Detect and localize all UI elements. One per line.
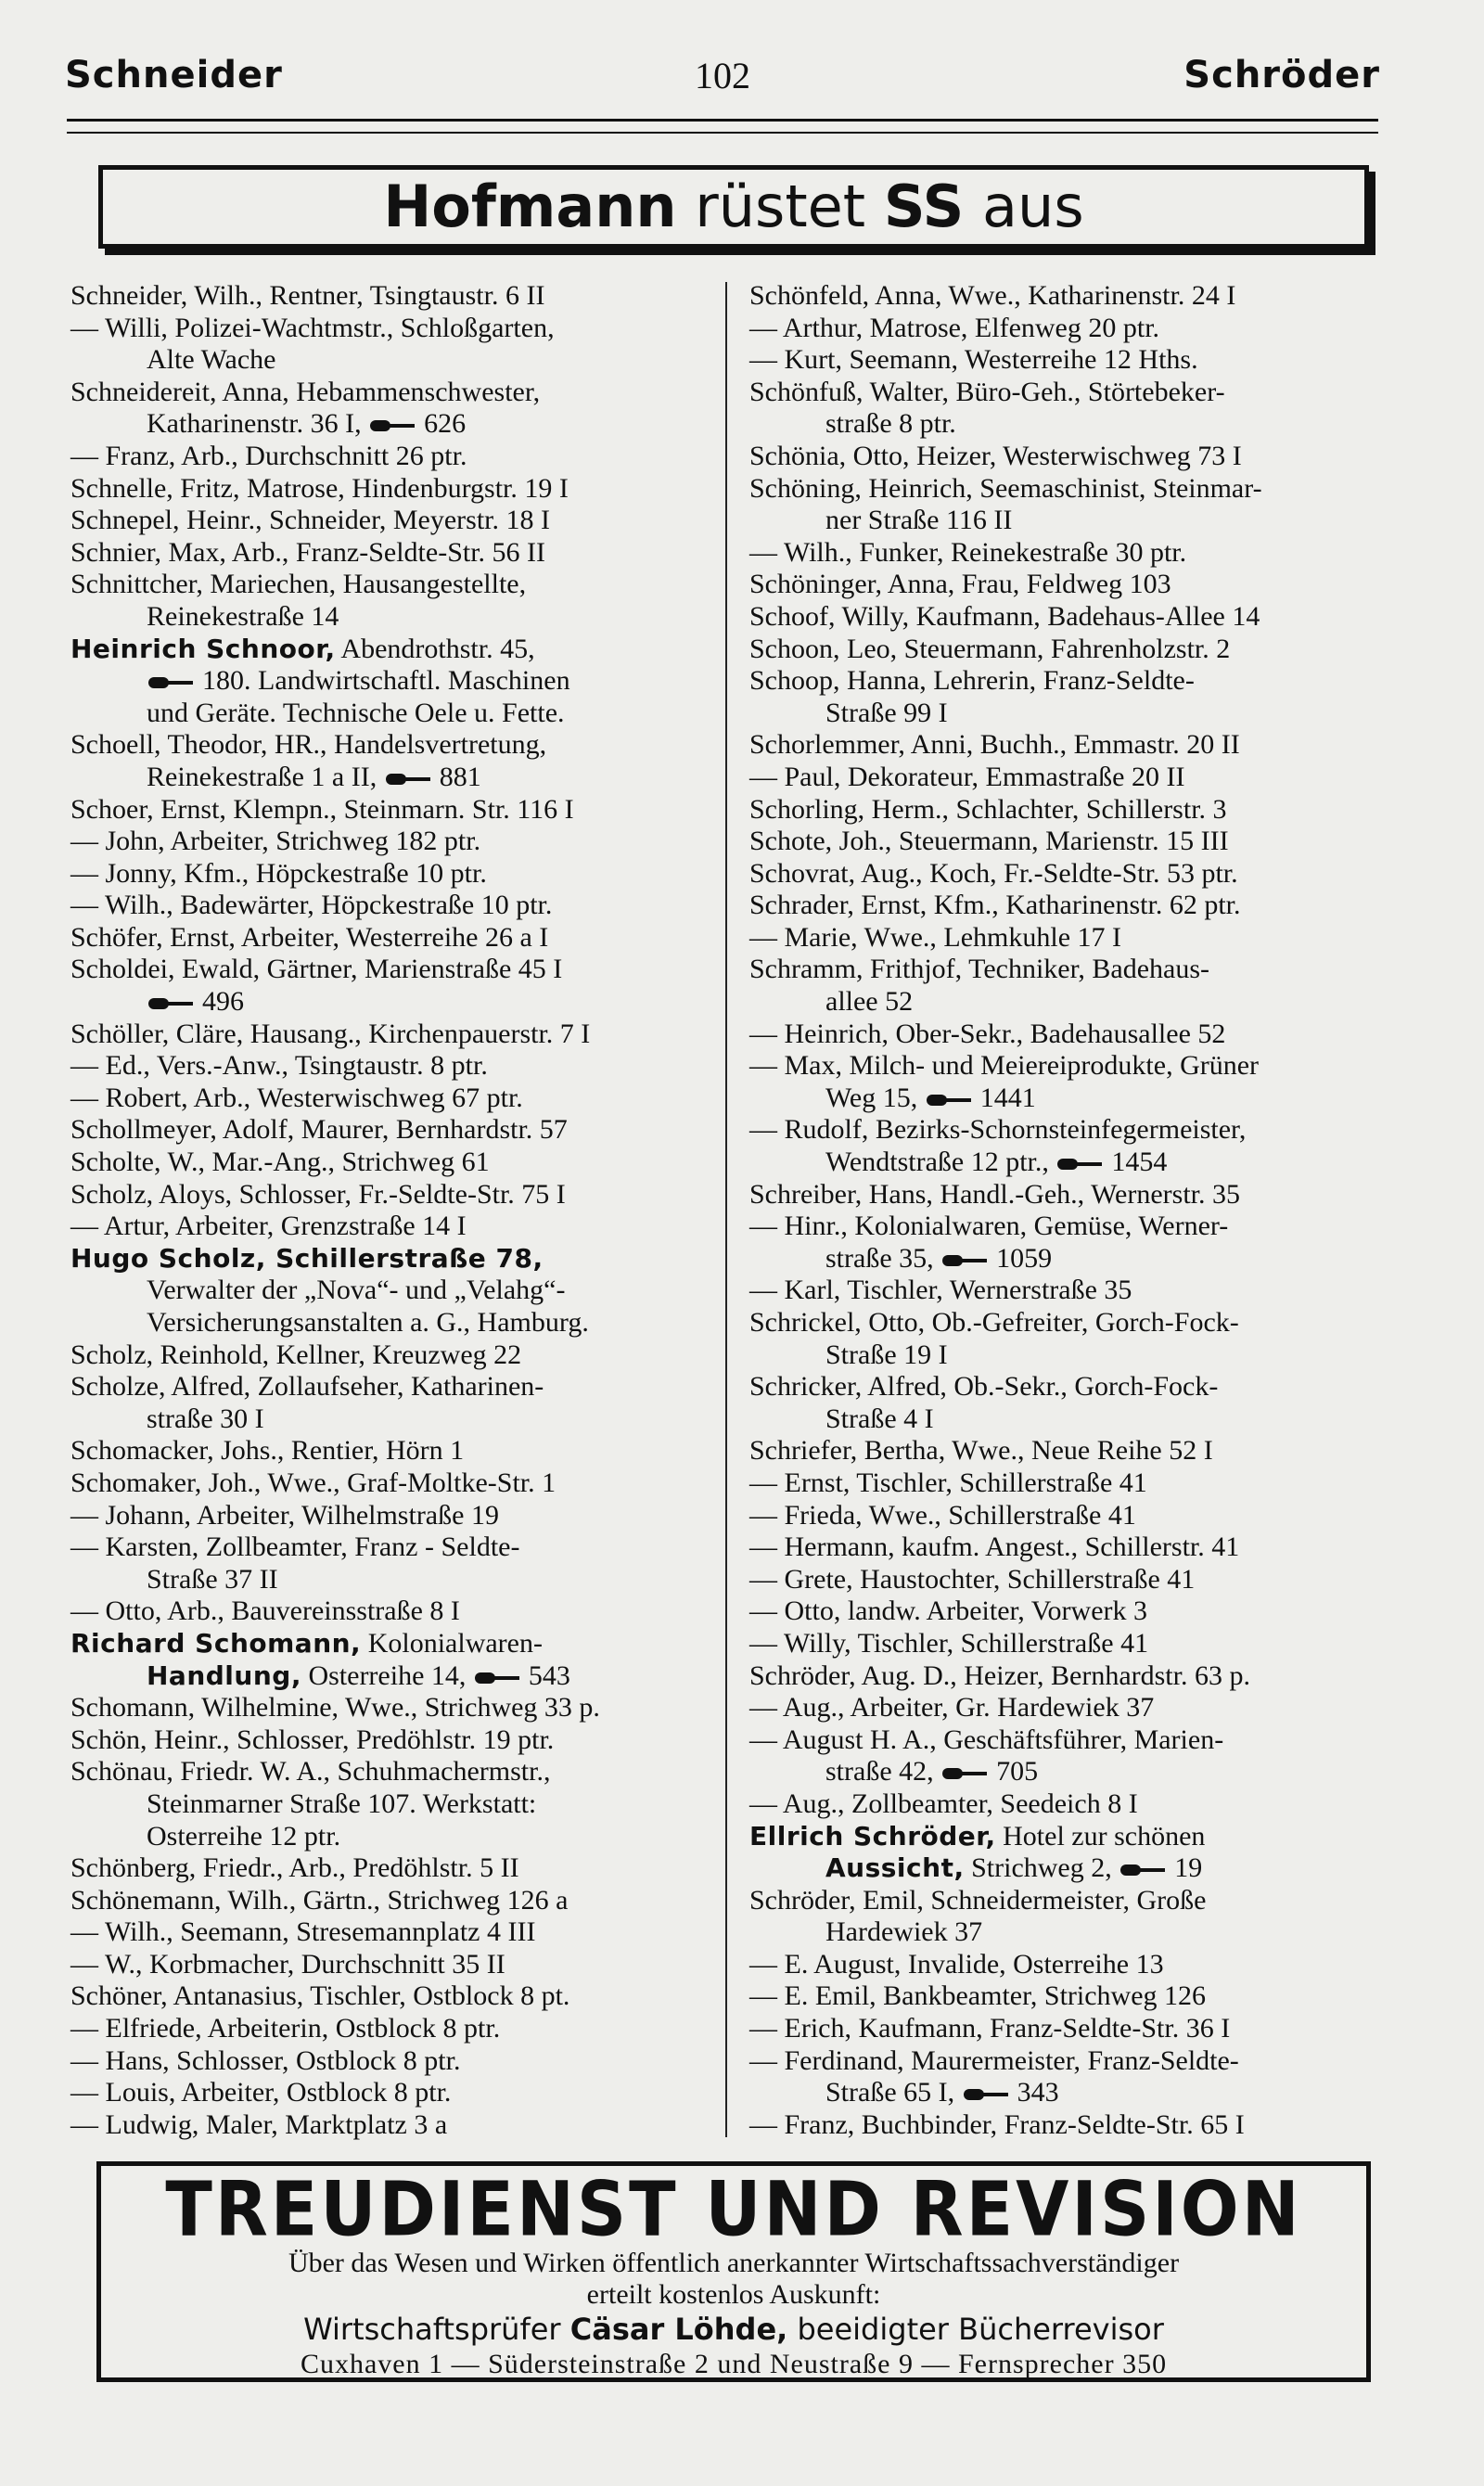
directory-entry bbox=[70, 826, 710, 858]
entry-text: — Louis, Arbeiter, Ostblock 8 ptr. bbox=[70, 2077, 452, 2108]
entry-text: Hotel zur schönen bbox=[995, 1820, 1206, 1852]
entry-text: Schneidereit, Anna, Hebammenschwester, bbox=[70, 376, 541, 407]
entry-text: — Marie, Wwe., Lehmkuhle 17 I bbox=[749, 921, 1122, 953]
entry-text: Schramm, Frithjof, Techniker, Badehaus- bbox=[749, 954, 1210, 985]
entry-text: — Jonny, Kfm., Höpckestraße 10 ptr. bbox=[70, 857, 487, 889]
directory-entry bbox=[749, 794, 1399, 827]
entry-text: Schoon, Leo, Steuermann, Fahrenholzstr. 2 bbox=[749, 633, 1231, 664]
entry-text: Hardewiek 37 bbox=[825, 1916, 983, 1948]
directory-entry bbox=[749, 890, 1399, 922]
entry-text: Schöninger, Anna, Frau, Feldweg 103 bbox=[749, 569, 1171, 600]
telephone-icon bbox=[964, 2087, 1008, 2102]
entry-text: — Max, Milch- und Meiereiprodukte, Grüner bbox=[749, 1050, 1260, 1082]
page-number: 102 bbox=[695, 55, 750, 96]
directory-entry bbox=[749, 762, 1399, 794]
directory-entry bbox=[70, 890, 710, 922]
entry-text: Reinekestraße 1 a II, bbox=[147, 761, 377, 792]
entry-text: — John, Arbeiter, Strichweg 182 ptr. bbox=[70, 826, 481, 857]
entry-text: Schöner, Antanasius, Tischler, Ostblock 8 pt. bbox=[70, 1980, 570, 2012]
directory-entry bbox=[70, 1114, 710, 1147]
directory-entry bbox=[749, 1788, 1399, 1821]
directory-entry bbox=[70, 858, 710, 891]
directory-entry bbox=[749, 280, 1399, 313]
directory-entry bbox=[749, 1467, 1399, 1500]
entry-text: Schröder, Aug. D., Heizer, Bernhardstr. 63 p. bbox=[749, 1659, 1250, 1691]
ad-profession: Wirtschaftsprüfer bbox=[303, 2312, 570, 2347]
phone-number: 543 bbox=[528, 1659, 570, 1691]
entry-text: — Ferdinand, Maurermeister, Franz-Seldte- bbox=[749, 2044, 1239, 2076]
directory-entry bbox=[749, 569, 1399, 601]
directory-entry bbox=[749, 1595, 1399, 1628]
directory-entry bbox=[70, 344, 710, 377]
directory-entry bbox=[70, 505, 710, 537]
entry-text: — Wilh., Badewärter, Höpckestraße 10 ptr. bbox=[70, 890, 553, 921]
directory-entry bbox=[70, 922, 710, 955]
directory-entry bbox=[70, 1211, 710, 1243]
phone-number: 1059 bbox=[996, 1242, 1053, 1274]
telephone-icon bbox=[1057, 1157, 1102, 1172]
directory-entry bbox=[70, 1724, 710, 1757]
entry-text: — Otto, landw. Arbeiter, Vorwerk 3 bbox=[749, 1595, 1148, 1627]
entry-text: straße 30 I bbox=[147, 1403, 264, 1434]
directory-entry bbox=[749, 2077, 1399, 2109]
directory-entry bbox=[749, 986, 1399, 1019]
entry-text: — Hans, Schlosser, Ostblock 8 ptr. bbox=[70, 2044, 461, 2076]
telephone-icon bbox=[148, 675, 193, 690]
entry-text: straße 35, bbox=[825, 1242, 934, 1274]
directory-entry bbox=[749, 1019, 1399, 1051]
directory-entry bbox=[70, 1595, 710, 1628]
entry-text: Straße 19 I bbox=[825, 1339, 948, 1370]
entry-text: — Aug., Arbeiter, Gr. Hardewiek 37 bbox=[749, 1692, 1155, 1724]
telephone-icon bbox=[148, 996, 193, 1011]
directory-entry bbox=[749, 1980, 1399, 2013]
entry-text: Schönia, Otto, Heizer, Westerwischweg 73 I bbox=[749, 440, 1242, 471]
phone-number: 1454 bbox=[1111, 1147, 1168, 1178]
entry-text: — Ed., Vers.-Anw., Tsingtaustr. 8 ptr. bbox=[70, 1050, 488, 1082]
directory-entry bbox=[749, 2013, 1399, 2045]
entry-text: — Erich, Kaufmann, Franz-Seldte-Str. 36 I bbox=[749, 2013, 1231, 2044]
entry-text: — Arthur, Matrose, Elfenweg 20 ptr. bbox=[749, 312, 1160, 343]
entry-text: — Johann, Arbeiter, Wilhelmstraße 19 bbox=[70, 1499, 499, 1531]
entry-text: Schnittcher, Mariechen, Hausangestellte, bbox=[70, 569, 527, 600]
directory-entry bbox=[70, 729, 710, 762]
directory-entry bbox=[749, 1756, 1399, 1788]
directory-entry bbox=[749, 826, 1399, 858]
directory-entry bbox=[749, 1852, 1399, 1885]
directory-entry bbox=[70, 1371, 710, 1403]
directory-entry bbox=[749, 1179, 1399, 1211]
entry-text: — Otto, Arb., Bauvereinsstraße 8 I bbox=[70, 1595, 460, 1627]
entry-text: Schnepel, Heinr., Schneider, Meyerstr. 18 I bbox=[70, 505, 551, 536]
directory-entry bbox=[749, 1435, 1399, 1467]
directory-entry bbox=[70, 2013, 710, 2045]
entry-text: Scholz, Reinhold, Kellner, Kreuzweg 22 bbox=[70, 1339, 522, 1370]
directory-entry bbox=[70, 665, 710, 698]
directory-entry bbox=[70, 634, 710, 666]
entry-text: — Willi, Polizei-Wachtmstr., Schloßgarten, bbox=[70, 312, 555, 343]
entry-text: Schröder, Emil, Schneidermeister, Große bbox=[749, 1884, 1207, 1916]
entry-bold-name: Richard Schomann, bbox=[70, 1627, 362, 1659]
directory-entry bbox=[749, 537, 1399, 570]
directory-entry bbox=[749, 1692, 1399, 1724]
directory-entry bbox=[70, 280, 710, 313]
advertisement-box bbox=[96, 2161, 1371, 2382]
directory-entry bbox=[70, 698, 710, 730]
left-column bbox=[70, 280, 710, 2141]
directory-entry bbox=[749, 665, 1399, 698]
ad-title-role: beeidigter Bücherrevisor bbox=[787, 2312, 1164, 2347]
directory-entry bbox=[749, 1531, 1399, 1564]
directory-entry bbox=[749, 729, 1399, 762]
entry-text: Straße 4 I bbox=[825, 1403, 934, 1434]
directory-entry bbox=[70, 1275, 710, 1307]
directory-entry bbox=[70, 1435, 710, 1467]
directory-entry bbox=[749, 1885, 1399, 1917]
entry-text: Schön, Heinr., Schlosser, Predöhlstr. 19 ptr. bbox=[70, 1724, 555, 1755]
entry-text: — Paul, Dekorateur, Emmastraße 20 II bbox=[749, 761, 1185, 792]
entry-text: Scholz, Aloys, Schlosser, Fr.-Seldte-Str. 75 I bbox=[70, 1178, 566, 1210]
entry-bold-name: Handlung, bbox=[147, 1659, 301, 1691]
entry-text: Schreiber, Hans, Handl.-Geh., Wernerstr. 35 bbox=[749, 1178, 1241, 1210]
directory-entry bbox=[749, 1821, 1399, 1853]
directory-entry bbox=[749, 601, 1399, 634]
banner-brand: Hofmann bbox=[383, 173, 677, 240]
directory-entry bbox=[70, 1019, 710, 1051]
directory-entry bbox=[749, 1564, 1399, 1596]
entry-text: Wendtstraße 12 ptr., bbox=[825, 1147, 1049, 1178]
entry-text: Schovrat, Aug., Koch, Fr.-Seldte-Str. 53 ptr. bbox=[749, 857, 1238, 889]
directory-entry bbox=[70, 1147, 710, 1179]
entry-text: — Robert, Arb., Westerwischweg 67 ptr. bbox=[70, 1082, 523, 1113]
phone-number: 1441 bbox=[979, 1082, 1036, 1113]
advertisement-banner bbox=[98, 165, 1369, 249]
telephone-icon bbox=[927, 1093, 971, 1108]
entry-text: Schrader, Ernst, Kfm., Katharinenstr. 62 ptr. bbox=[749, 890, 1241, 921]
entry-text: Schoer, Ernst, Klempn., Steinmarn. Str. 116 I bbox=[70, 793, 574, 825]
entry-bold-name: Aussicht, bbox=[825, 1852, 965, 1884]
entry-text: — Karl, Tischler, Wernerstraße 35 bbox=[749, 1275, 1132, 1306]
directory-entry bbox=[70, 1467, 710, 1500]
entry-text: Schöfer, Ernst, Arbeiter, Westerreihe 26 a I bbox=[70, 921, 549, 953]
phone-number: 180. bbox=[202, 665, 251, 697]
directory-entry bbox=[749, 1371, 1399, 1403]
entry-text: Scholze, Alfred, Zollaufseher, Katharinen- bbox=[70, 1371, 544, 1403]
directory-entry bbox=[70, 2045, 710, 2078]
directory-entry bbox=[70, 1083, 710, 1115]
directory-entry bbox=[70, 569, 710, 601]
directory-entry bbox=[70, 1307, 710, 1339]
directory-entry bbox=[749, 1147, 1399, 1179]
ad-title: TREUDIENST UND REVISION bbox=[165, 2165, 1302, 2254]
entry-bold-name: Ellrich Schröder, bbox=[749, 1820, 996, 1852]
ad-text-2: erteilt kostenlos Auskunft: bbox=[586, 2279, 881, 2310]
entry-text: Schorlemmer, Anni, Buchh., Emmastr. 20 II bbox=[749, 729, 1240, 761]
entry-text: Schoell, Theodor, HR., Handelsvertretung, bbox=[70, 729, 547, 761]
directory-entry bbox=[749, 1307, 1399, 1339]
entry-text: Versicherungsanstalten a. G., Hamburg. bbox=[147, 1307, 589, 1338]
entry-text: Schollmeyer, Adolf, Maurer, Bernhardstr. 57 bbox=[70, 1114, 568, 1146]
entry-text: und Geräte. Technische Oele u. Fette. bbox=[147, 697, 565, 728]
directory-entry bbox=[749, 954, 1399, 986]
directory-entry bbox=[749, 2045, 1399, 2078]
entry-text: — August H. A., Geschäftsführer, Marien- bbox=[749, 1724, 1224, 1755]
entry-text: — Aug., Zollbeamter, Seedeich 8 I bbox=[749, 1788, 1138, 1819]
entry-text: — Ludwig, Maler, Marktplatz 3 a bbox=[70, 2108, 448, 2140]
entry-text: — Wilh., Funker, Reinekestraße 30 ptr. bbox=[749, 536, 1187, 568]
directory-entry bbox=[70, 954, 710, 986]
ad-text: Über das Wesen und Wirken öffentlich anerkannter Wirtschaftssachverständiger bbox=[288, 2248, 1180, 2278]
entry-text: Straße 99 I bbox=[825, 697, 948, 728]
telephone-icon bbox=[942, 1253, 987, 1268]
directory-entry bbox=[70, 1756, 710, 1788]
directory-entry bbox=[70, 408, 710, 441]
directory-entry bbox=[749, 1211, 1399, 1243]
entry-text: Scholte, W., Mar.-Ang., Strichweg 61 bbox=[70, 1147, 490, 1178]
directory-entry bbox=[749, 377, 1399, 409]
directory-entry bbox=[749, 1114, 1399, 1147]
entry-text: — Hermann, kaufm. Angest., Schillerstr. 41 bbox=[749, 1531, 1240, 1563]
entry-text: — Hinr., Kolonialwaren, Gemüse, Werner- bbox=[749, 1211, 1229, 1242]
entry-text: Straße 65 I, bbox=[825, 2077, 955, 2108]
entry-bold-name: Heinrich Schnoor, bbox=[70, 633, 336, 664]
entry-text: Schöller, Cläre, Hausang., Kirchenpauerstr. 7 I bbox=[70, 1018, 591, 1049]
entry-text: Schomann, Wilhelmine, Wwe., Strichweg 33 p. bbox=[70, 1692, 600, 1724]
directory-entry bbox=[749, 441, 1399, 473]
entry-text: — Artur, Arbeiter, Grenzstraße 14 I bbox=[70, 1211, 467, 1242]
entry-text: Schönemann, Wilh., Gärtn., Strichweg 126 a bbox=[70, 1884, 569, 1916]
directory-entry bbox=[749, 1275, 1399, 1307]
telephone-icon bbox=[475, 1671, 519, 1685]
ad-contact bbox=[101, 2311, 1366, 2348]
banner-text-end: aus bbox=[964, 173, 1084, 240]
entry-bold-name: Hugo Scholz, Schillerstraße 78, bbox=[70, 1242, 544, 1274]
entry-text: Schote, Joh., Steuermann, Marienstr. 15 III bbox=[749, 826, 1229, 857]
directory-entry bbox=[749, 313, 1399, 345]
entry-text: Schriefer, Bertha, Wwe., Neue Reihe 52 I bbox=[749, 1435, 1213, 1467]
entry-text: Katharinenstr. 36 I, bbox=[147, 408, 362, 440]
telephone-icon bbox=[386, 772, 430, 787]
entry-text: Landwirtschaftl. Maschinen bbox=[250, 665, 570, 697]
entry-text: Strichweg 2, bbox=[964, 1852, 1112, 1884]
entry-text: straße 8 ptr. bbox=[825, 408, 956, 440]
phone-number: 626 bbox=[424, 408, 467, 440]
right-column bbox=[749, 280, 1399, 2141]
ad-name: Cäsar Löhde, bbox=[569, 2312, 788, 2347]
directory-entry bbox=[70, 1660, 710, 1693]
telephone-icon bbox=[370, 418, 415, 433]
entry-text: — Frieda, Wwe., Schillerstraße 41 bbox=[749, 1499, 1136, 1531]
entry-text: — Karsten, Zollbeamter, Franz - Seldte- bbox=[70, 1531, 520, 1563]
directory-entry bbox=[70, 377, 710, 409]
directory-entry bbox=[70, 1531, 710, 1564]
phone-number: 881 bbox=[439, 761, 481, 792]
header-rule-thin bbox=[67, 132, 1378, 134]
directory-entry bbox=[70, 2077, 710, 2109]
directory-entry bbox=[749, 1724, 1399, 1757]
directory-entry bbox=[749, 634, 1399, 666]
phone-number: 19 bbox=[1174, 1852, 1203, 1884]
directory-entry bbox=[749, 473, 1399, 506]
entry-text: Schomacker, Johs., Rentier, Hörn 1 bbox=[70, 1435, 465, 1467]
directory-entry bbox=[749, 2109, 1399, 2142]
entry-text: — Franz, Buchbinder, Franz-Seldte-Str. 65 I bbox=[749, 2108, 1245, 2140]
entry-text: Abendrothstr. 45, bbox=[335, 633, 535, 664]
entry-text: — Wilh., Seemann, Stresemannplatz 4 III bbox=[70, 1916, 536, 1948]
telephone-icon bbox=[942, 1766, 987, 1781]
directory-entry bbox=[70, 2109, 710, 2142]
directory-entry bbox=[749, 505, 1399, 537]
entry-text: — Rudolf, Bezirks-Schornsteinfegermeister, bbox=[749, 1114, 1247, 1146]
directory-entry bbox=[70, 1564, 710, 1596]
directory-entry bbox=[749, 1916, 1399, 1949]
phone-number: 705 bbox=[996, 1756, 1039, 1788]
directory-entry bbox=[749, 1339, 1399, 1372]
directory-entry bbox=[749, 408, 1399, 441]
entry-text: Schnelle, Fritz, Matrose, Hindenburgstr. 19 I bbox=[70, 472, 569, 504]
directory-entry bbox=[70, 1788, 710, 1821]
phone-number: 343 bbox=[1017, 2077, 1059, 2108]
directory-entry bbox=[749, 1949, 1399, 1981]
directory-entry bbox=[749, 1628, 1399, 1660]
entry-text: Weg 15, bbox=[825, 1082, 918, 1113]
entry-text: Reinekestraße 14 bbox=[147, 600, 339, 632]
header-rule bbox=[67, 119, 1378, 122]
telephone-icon bbox=[1120, 1863, 1165, 1877]
directory-entry bbox=[70, 794, 710, 827]
directory-entry bbox=[749, 922, 1399, 955]
entry-text: Schönfeld, Anna, Wwe., Katharinenstr. 24 I bbox=[749, 280, 1236, 311]
page-header bbox=[65, 54, 1380, 109]
entry-text: Verwalter der „Nova“- und „Velahg“- bbox=[147, 1275, 566, 1306]
entry-text: Kolonialwaren- bbox=[361, 1627, 543, 1659]
directory-entry bbox=[70, 1339, 710, 1372]
directory-entry bbox=[749, 1403, 1399, 1436]
directory-entry bbox=[70, 441, 710, 473]
entry-text: Schrickel, Otto, Ob.-Gefreiter, Gorch-Fock- bbox=[749, 1307, 1239, 1338]
entry-text: — Elfriede, Arbeiterin, Ostblock 8 ptr. bbox=[70, 2013, 501, 2044]
entry-text: Schönberg, Friedr., Arb., Predöhlstr. 5 II bbox=[70, 1852, 519, 1884]
banner-text: rüstet bbox=[676, 173, 884, 240]
directory-entry bbox=[70, 1821, 710, 1853]
column-divider bbox=[725, 282, 727, 2137]
directory-entry bbox=[70, 1916, 710, 1949]
directory-entry bbox=[70, 762, 710, 794]
entry-text: — Willy, Tischler, Schillerstraße 41 bbox=[749, 1627, 1149, 1659]
directory-entry bbox=[70, 313, 710, 345]
directory-entry bbox=[70, 1949, 710, 1981]
entry-text: Schönfuß, Walter, Büro-Geh., Störtebeker- bbox=[749, 376, 1225, 407]
entry-text: Schomaker, Joh., Wwe., Graf-Moltke-Str. 1 bbox=[70, 1467, 556, 1498]
entry-text: Schneider, Wilh., Rentner, Tsingtaustr. 6 II bbox=[70, 280, 545, 311]
directory-entry bbox=[70, 473, 710, 506]
entry-text: Schricker, Alfred, Ob.-Sekr., Gorch-Fock- bbox=[749, 1371, 1219, 1403]
banner-emblem: SS bbox=[883, 173, 965, 240]
directory-entry bbox=[70, 1885, 710, 1917]
directory-entry bbox=[70, 1692, 710, 1724]
entry-text: Schoof, Willy, Kaufmann, Badehaus-Allee 14 bbox=[749, 600, 1260, 632]
directory-entry bbox=[749, 344, 1399, 377]
entry-text: Osterreihe 14, bbox=[301, 1659, 467, 1691]
phone-number: 496 bbox=[202, 986, 244, 1018]
entry-text: — E. Emil, Bankbeamter, Strichweg 126 bbox=[749, 1980, 1207, 2012]
entry-text: Alte Wache bbox=[147, 344, 276, 376]
directory-entry bbox=[70, 601, 710, 634]
entry-text: — Heinrich, Ober-Sekr., Badehausallee 52 bbox=[749, 1018, 1226, 1049]
entry-text: — Ernst, Tischler, Schillerstraße 41 bbox=[749, 1467, 1147, 1498]
entry-text: Steinmarner Straße 107. Werkstatt: bbox=[147, 1788, 537, 1819]
directory-entry bbox=[70, 1179, 710, 1211]
directory-entry bbox=[749, 858, 1399, 891]
directory-entry bbox=[70, 537, 710, 570]
entry-text: Schöning, Heinrich, Seemaschinist, Steinmar- bbox=[749, 472, 1262, 504]
directory-entry bbox=[749, 1050, 1399, 1083]
directory-entry bbox=[749, 1660, 1399, 1693]
directory-entry bbox=[70, 1628, 710, 1660]
entry-text: Scholdei, Ewald, Gärtner, Marienstraße 45 I bbox=[70, 954, 563, 985]
entry-text: Straße 37 II bbox=[147, 1563, 278, 1595]
directory-entry bbox=[70, 1050, 710, 1083]
entry-text: Schorling, Herm., Schlachter, Schillerstr. 3 bbox=[749, 793, 1227, 825]
directory-entry bbox=[70, 1403, 710, 1436]
entry-text: — Kurt, Seemann, Westerreihe 12 Hths. bbox=[749, 344, 1198, 376]
entry-text: — W., Korbmacher, Durchschnitt 35 II bbox=[70, 1948, 505, 1980]
directory-entry bbox=[749, 1083, 1399, 1115]
directory-entry bbox=[70, 1852, 710, 1885]
header-left-keyword: Schneider bbox=[65, 54, 283, 96]
ad-address: Cuxhaven 1 — Südersteinstraße 2 und Neustraße 9 — Fernsprecher 350 bbox=[300, 2349, 1168, 2379]
entry-text: Osterreihe 12 ptr. bbox=[147, 1820, 341, 1852]
directory-entry bbox=[70, 986, 710, 1019]
entry-text: straße 42, bbox=[825, 1756, 934, 1788]
directory-entry bbox=[70, 1243, 710, 1275]
entry-text: Schönau, Friedr. W. A., Schuhmachermstr., bbox=[70, 1756, 551, 1788]
directory-entry bbox=[70, 1500, 710, 1532]
entry-text: — Grete, Haustochter, Schillerstraße 41 bbox=[749, 1563, 1196, 1595]
entry-text: — Franz, Arb., Durchschnitt 26 ptr. bbox=[70, 440, 467, 471]
directory-entry bbox=[749, 1243, 1399, 1275]
entry-text: Schnier, Max, Arb., Franz-Seldte-Str. 56 II bbox=[70, 536, 546, 568]
header-right-keyword: Schröder bbox=[1183, 54, 1380, 96]
directory-entry bbox=[749, 698, 1399, 730]
entry-text: — E. August, Invalide, Osterreihe 13 bbox=[749, 1948, 1164, 1980]
entry-text: allee 52 bbox=[825, 986, 914, 1018]
directory-entry bbox=[70, 1980, 710, 2013]
entry-text: ner Straße 116 II bbox=[825, 505, 1013, 536]
entry-text: Schoop, Hanna, Lehrerin, Franz-Seldte- bbox=[749, 665, 1195, 697]
directory-entry bbox=[749, 1500, 1399, 1532]
